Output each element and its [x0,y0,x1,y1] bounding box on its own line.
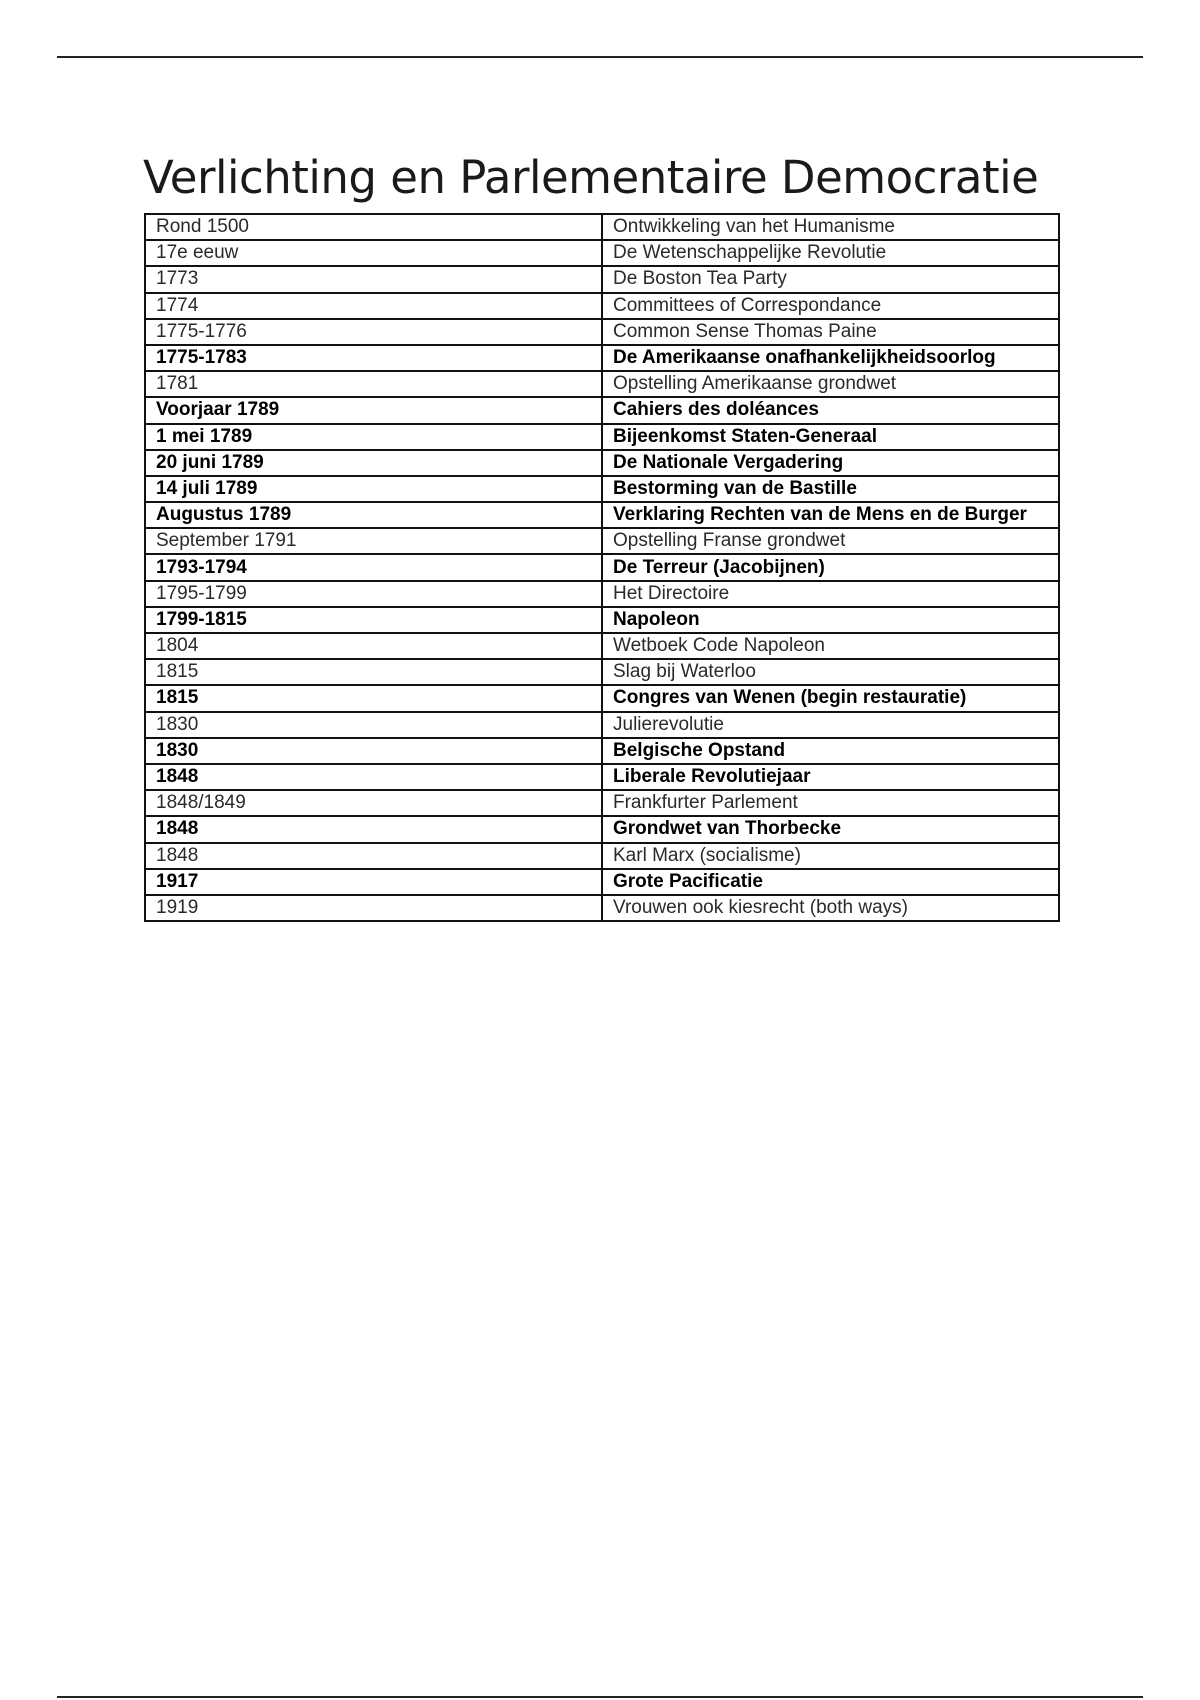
date-cell: 1793-1794 [145,554,602,580]
event-cell: Congres van Wenen (begin restauratie) [602,685,1059,711]
date-cell: 14 juli 1789 [145,476,602,502]
table-row [145,685,1059,711]
date-cell: 1773 [145,266,602,292]
date-cell: 17e eeuw [145,240,602,266]
event-cell: Liberale Revolutiejaar [602,764,1059,790]
event-cell: De Terreur (Jacobijnen) [602,554,1059,580]
table-row [145,528,1059,554]
table-row [145,712,1059,738]
event-cell: Frankfurter Parlement [602,790,1059,816]
table-row [145,554,1059,580]
table-row [145,476,1059,502]
date-cell: 1795-1799 [145,581,602,607]
table-row [145,345,1059,371]
date-cell: 1781 [145,371,602,397]
table-row [145,502,1059,528]
date-cell: 1774 [145,293,602,319]
table-row [145,659,1059,685]
table-row [145,293,1059,319]
event-cell: Napoleon [602,607,1059,633]
table-row [145,816,1059,842]
event-cell: De Amerikaanse onafhankelijkheidsoorlog [602,345,1059,371]
date-cell: September 1791 [145,528,602,554]
date-cell: 1917 [145,869,602,895]
event-cell: Slag bij Waterloo [602,659,1059,685]
table-row [145,843,1059,869]
event-cell: Vrouwen ook kiesrecht (both ways) [602,895,1059,921]
header-rule [57,56,1143,58]
table-row [145,266,1059,292]
date-cell: 1815 [145,685,602,711]
table-row [145,450,1059,476]
event-cell: Grondwet van Thorbecke [602,816,1059,842]
table-row [145,214,1059,240]
table-row [145,633,1059,659]
table-row [145,790,1059,816]
event-cell: Het Directoire [602,581,1059,607]
date-cell: 1 mei 1789 [145,424,602,450]
event-cell: De Nationale Vergadering [602,450,1059,476]
event-cell: Opstelling Franse grondwet [602,528,1059,554]
event-cell: Ontwikkeling van het Humanisme [602,214,1059,240]
date-cell: 20 juni 1789 [145,450,602,476]
table-row [145,607,1059,633]
date-cell: 1830 [145,712,602,738]
date-cell: 1815 [145,659,602,685]
table-row [145,397,1059,423]
date-cell: 1804 [145,633,602,659]
event-cell: Cahiers des doléances [602,397,1059,423]
footer-rule [57,1696,1143,1698]
date-cell: Rond 1500 [145,214,602,240]
event-cell: Grote Pacificatie [602,869,1059,895]
table-row [145,424,1059,450]
event-cell: Verklaring Rechten van de Mens en de Burger [602,502,1059,528]
event-cell: De Boston Tea Party [602,266,1059,292]
timeline-body [145,214,1059,921]
event-cell: Bijeenkomst Staten-Generaal [602,424,1059,450]
event-cell: Karl Marx (socialisme) [602,843,1059,869]
date-cell: Voorjaar 1789 [145,397,602,423]
page-title: Verlichting en Parlementaire Democratie [143,151,1039,204]
table-row [145,319,1059,345]
table-row [145,738,1059,764]
event-cell: Julierevolutie [602,712,1059,738]
table-row [145,240,1059,266]
table-row [145,581,1059,607]
date-cell: 1848 [145,816,602,842]
date-cell: 1919 [145,895,602,921]
date-cell: 1830 [145,738,602,764]
event-cell: Bestorming van de Bastille [602,476,1059,502]
table-row [145,869,1059,895]
table-row [145,764,1059,790]
timeline-table [144,213,1060,922]
date-cell: 1848/1849 [145,790,602,816]
event-cell: Common Sense Thomas Paine [602,319,1059,345]
table-row [145,895,1059,921]
date-cell: Augustus 1789 [145,502,602,528]
date-cell: 1848 [145,764,602,790]
event-cell: De Wetenschappelijke Revolutie [602,240,1059,266]
date-cell: 1799-1815 [145,607,602,633]
event-cell: Wetboek Code Napoleon [602,633,1059,659]
date-cell: 1775-1783 [145,345,602,371]
date-cell: 1848 [145,843,602,869]
table-row [145,371,1059,397]
event-cell: Belgische Opstand [602,738,1059,764]
date-cell: 1775-1776 [145,319,602,345]
event-cell: Committees of Correspondance [602,293,1059,319]
event-cell: Opstelling Amerikaanse grondwet [602,371,1059,397]
